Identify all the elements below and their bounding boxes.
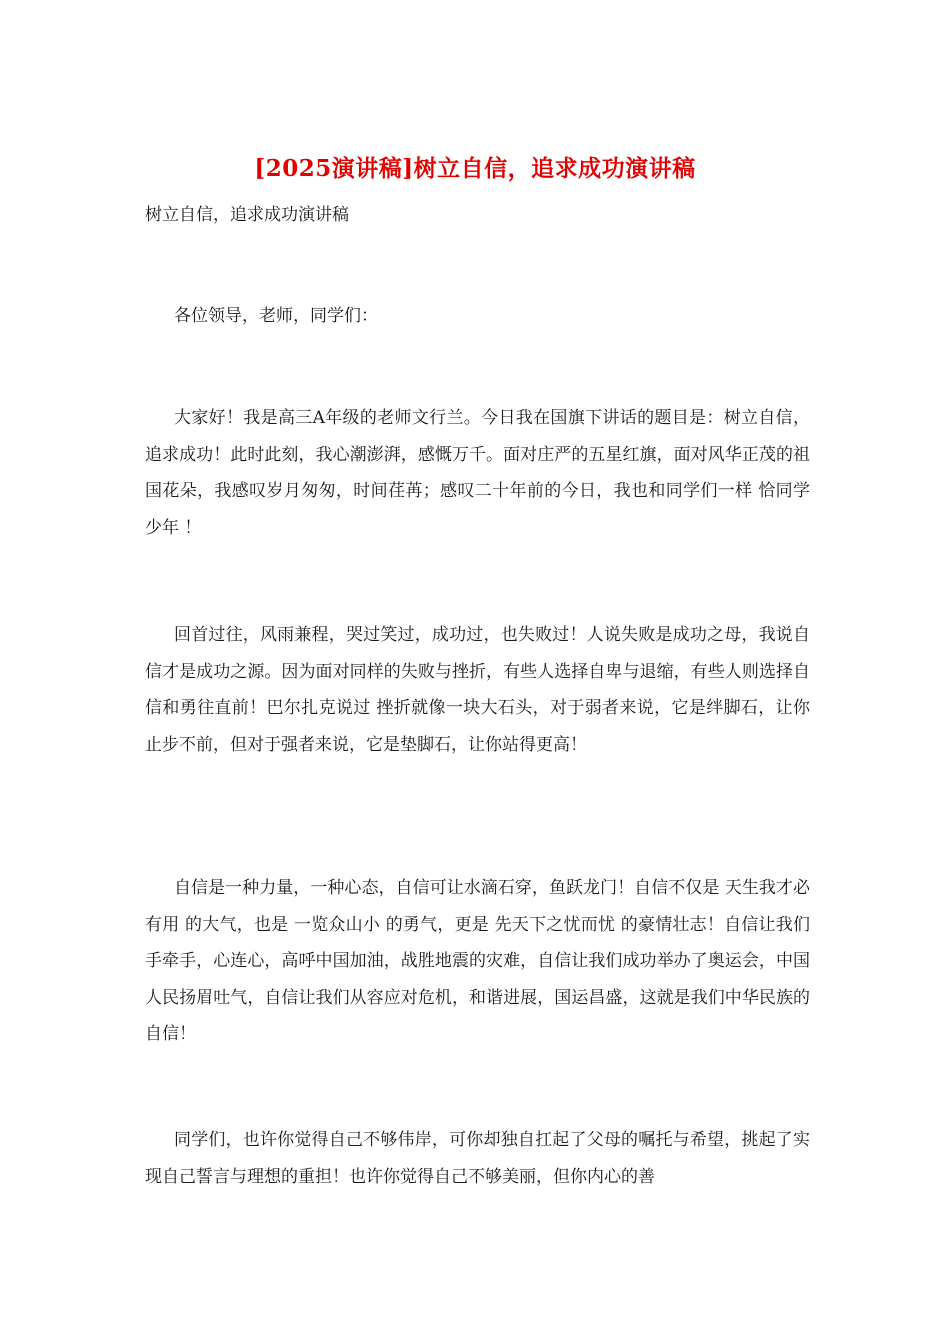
document-subtitle: 树立自信，追求成功演讲稿 bbox=[145, 205, 349, 225]
paragraph-1: 大家好！我是高三A年级的老师文行兰。今日我在国旗下讲话的题目是：树立自信，追求成功！此时此刻，我心潮澎湃，感慨万千。面对庄严的五星红旗，面对风华正茂的祖国花朵，我感叹岁月匆匆，时间荏苒；感叹二十年前的今日，我也和同学们一样 恰同学少年 ！ bbox=[145, 408, 810, 538]
paragraph-3: 自信是一种力量，一种心态，自信可让水滴石穿，鱼跃龙门！自信不仅是 天生我才必有用 的大气，也是 一览众山小 的勇气，更是 先天下之忧而忧 的豪情壮志！自信让我们手牵手，心连心，高呼中国加油，战胜地震的灾难，自信让我们成功举办了奥运会，中国人民扬眉吐气，自信让我们从容应对危机，和谐进展，国运昌盛，这就是我们中华民族的自信！ bbox=[145, 878, 810, 1044]
paragraph-2: 回首过往，风雨兼程，哭过笑过，成功过，也失败过！人说失败是成功之母，我说自信才是成功之源。因为面对同样的失败与挫折，有些人选择自卑与退缩，有些人则选择自信和勇往直前！巴尔扎克说过 挫折就像一块大石头，对于弱者来说，它是绊脚石，让你止步不前，但对于强者来说，它是垫脚石，让你站得更高！ bbox=[145, 625, 810, 755]
paragraph-greeting: 各位领导，老师，同学们： bbox=[174, 306, 378, 326]
document-title: [2025演讲稿]树立自信，追求成功演讲稿 bbox=[254, 155, 696, 182]
paragraph-4: 同学们，也许你觉得自己不够伟岸，可你却独自扛起了父母的嘱托与希望，挑起了实现自己誓言与理想的重担！也许你觉得自己不够美丽，但你内心的善 bbox=[145, 1130, 810, 1187]
